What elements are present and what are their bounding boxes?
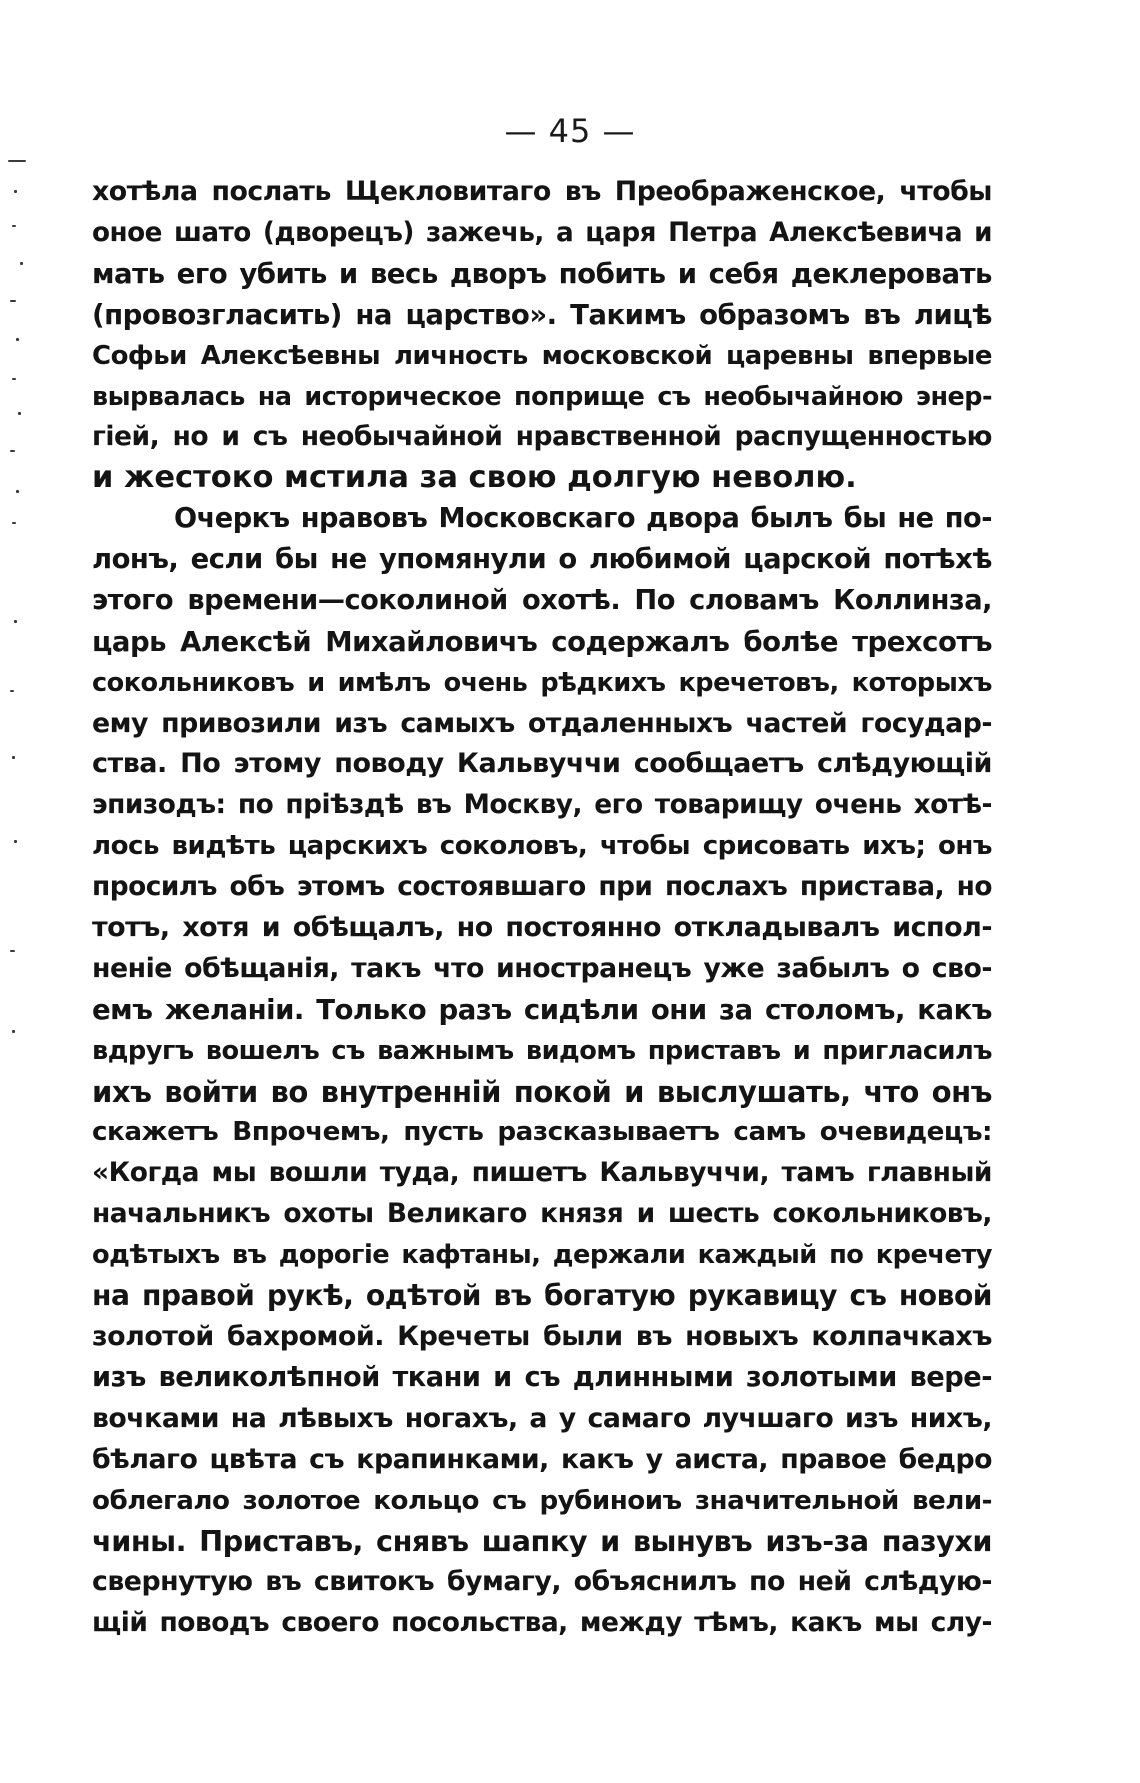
text-line: «Когда мы вошли туда, пишетъ Кальвуччи, тамъ главный <box>92 1157 992 1189</box>
margin-speck <box>12 1030 15 1033</box>
margin-speck <box>10 690 14 692</box>
margin-speck <box>12 225 16 227</box>
margin-speck <box>12 756 15 759</box>
text-line: чины. Приставъ, снявъ шапку и вынувъ изъ-за пазухи <box>92 1524 992 1559</box>
text-line: царь Алексѣй Михайловичъ содержалъ болѣе трехсотъ <box>92 625 992 658</box>
text-line: этого времени—соколиной охотѣ. По словамъ Коллинза, <box>92 584 992 616</box>
text-line: ихъ войти во внутренній покой и выслушать, что онъ <box>92 1074 992 1109</box>
text-line: изъ великолѣпной ткани и съ длинными золотыми вере- <box>92 1361 992 1393</box>
body-text <box>92 172 992 1644</box>
text-line: вочками на лѣвыхъ ногахъ, а у самаго лучшаго изъ нихъ, <box>92 1402 992 1434</box>
margin-specks <box>0 150 40 1150</box>
text-line: (провозгласить) на царство». Такимъ образомъ въ лицѣ <box>92 298 992 331</box>
margin-speck <box>10 300 16 302</box>
text-line: свернутую въ свитокъ бумагу, объяснилъ по ней слѣдую- <box>92 1566 992 1598</box>
margin-speck <box>12 522 16 524</box>
text-line: Софьи Алексѣевны личность московской царевны впервые <box>92 340 992 371</box>
margin-speck <box>12 378 16 380</box>
text-line: оное шато (дворецъ) зажечь, а царя Петра Алексѣевича и <box>92 217 992 248</box>
text-line: сокольниковъ и имѣлъ очень рѣдкихъ кречетовъ, которыхъ <box>92 667 992 698</box>
text-line: гіей, но и съ необычайной нравственной распущенностью <box>92 421 992 453</box>
text-line: просилъ объ этомъ состоявшаго при послахъ пристава, но <box>92 872 992 903</box>
page-number: — 45 — <box>504 112 636 150</box>
margin-speck <box>16 490 19 493</box>
text-line: неніе обѣщанія, такъ что иностранецъ уже забылъ о сво- <box>92 952 992 984</box>
text-line: щій поводъ своего посольства, между тѣмъ, какъ мы слу- <box>92 1607 992 1639</box>
margin-speck <box>10 950 15 952</box>
text-line: вдругъ вошелъ съ важнымъ видомъ приставъ и пригласилъ <box>92 1035 992 1066</box>
paragraph <box>92 499 992 1644</box>
text-line: лось видѣть царскихъ соколовъ, чтобы срисовать ихъ; онъ <box>92 831 992 862</box>
margin-speck <box>20 262 23 265</box>
margin-speck <box>10 450 15 452</box>
margin-speck <box>14 620 17 623</box>
text-line: мать его убить и весь дворъ побить и себя деклеровать <box>92 256 992 290</box>
text-line: Очеркъ нравовъ Московскаго двора былъ бы не по- <box>174 503 992 535</box>
text-line: золотой бахромой. Кречеты были въ новыхъ колпачкахъ <box>92 1320 992 1352</box>
text-line: ему привозили изъ самыхъ отдаленныхъ частей государ- <box>92 707 992 739</box>
margin-speck <box>18 412 21 415</box>
text-line: скажетъ Впрочемъ, пусть разсказываетъ самъ очевидецъ: <box>92 1117 992 1148</box>
text-line: облегало золотое кольцо съ рубиноиъ значительной вели- <box>92 1485 992 1516</box>
margin-speck <box>8 160 26 162</box>
text-line: эпизодъ: по пріѣздѣ въ Москву, его товарищу очень хотѣ- <box>92 789 992 821</box>
paragraph <box>92 172 992 499</box>
margin-speck <box>14 190 17 193</box>
text-line: тотъ, хотя и обѣщалъ, но постоянно откладывалъ испол- <box>92 912 992 944</box>
text-line: одѣтыхъ въ дорогіе кафтаны, держали каждый по кречету <box>92 1240 992 1271</box>
text-line: начальникъ охоты Великаго князя и шесть сокольниковъ, <box>92 1198 992 1230</box>
text-line: бѣлаго цвѣта съ крапинками, какъ у аиста, правое бедро <box>92 1443 992 1475</box>
text-line: на правой рукѣ, одѣтой въ богатую рукавицу съ новой <box>92 1279 992 1313</box>
margin-speck <box>14 840 17 843</box>
text-line: хотѣла послать Щекловитаго въ Преображенское, чтобы <box>92 176 992 207</box>
text-line: ства. По этому поводу Кальвуччи сообщаетъ слѣдующій <box>92 748 992 780</box>
text-line: лонъ, если бы не упомянули о любимой царской потѣхѣ <box>92 544 992 576</box>
text-line: и жестоко мстила за свою долгую неволю. <box>92 460 857 496</box>
text-line: емъ желаніи. Только разъ сидѣли они за столомъ, какъ <box>92 993 992 1026</box>
text-line: вырвалась на историческое поприще съ необычайною энер- <box>92 381 992 412</box>
margin-speck <box>16 338 19 341</box>
